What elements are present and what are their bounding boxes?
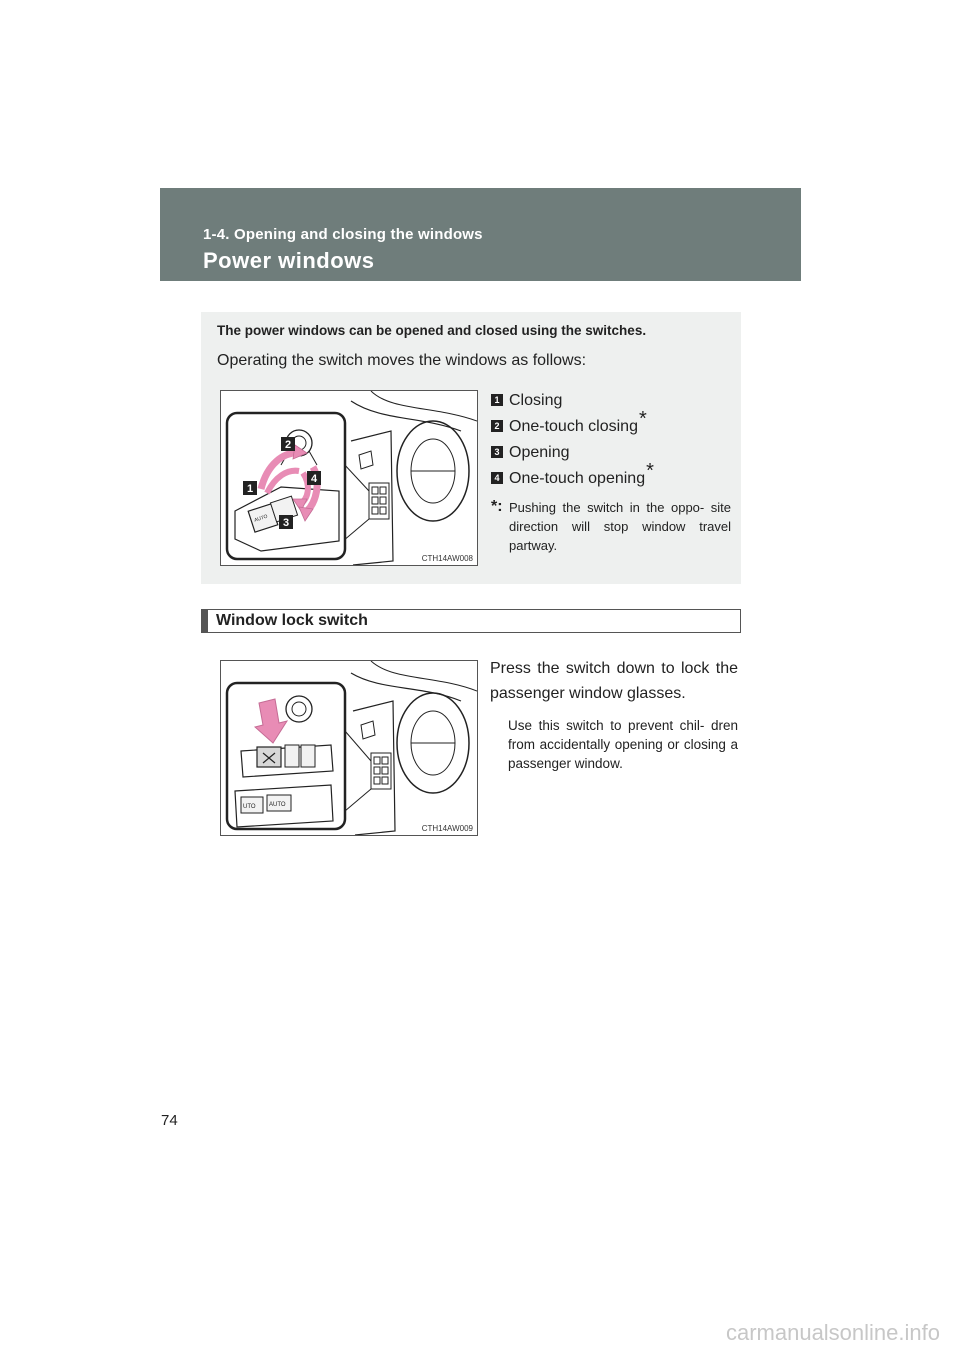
intro-summary: The power windows can be opened and closed using the switches. (217, 323, 647, 338)
step-list (491, 388, 731, 555)
window-lock-instruction: Press the switch down to lock the passenger window glasses. (490, 660, 738, 702)
intro-box (201, 312, 741, 584)
list-item (491, 408, 731, 440)
callout-1: 1 (247, 483, 254, 495)
step-number: 4 (491, 472, 503, 484)
step-label: Opening (509, 444, 570, 461)
figure-code: CTH14AW009 (421, 824, 473, 833)
window-switch-illustration (220, 390, 478, 566)
page-number: 74 (161, 1112, 178, 1129)
list-item (491, 460, 731, 492)
intro-lead: Operating the switch moves the windows as follows: (217, 352, 587, 369)
window-lock-note: Use this switch to prevent chil- dren from accidentally opening or closing a passenger window. (508, 718, 738, 771)
list-item (491, 440, 731, 466)
window-lock-title: Window lock switch (216, 612, 368, 629)
step-number: 1 (491, 394, 503, 406)
callout-3: 3 (283, 517, 290, 529)
footnote-mark: *: (491, 498, 503, 515)
window-switch-drawing (221, 391, 477, 565)
step-label: One-touch closing (509, 418, 638, 435)
list-item (491, 388, 731, 414)
footnote-star: * (638, 408, 647, 430)
step-label: One-touch opening (509, 470, 646, 487)
svg-text:AUTO: AUTO (253, 513, 269, 524)
step-number: 2 (491, 420, 503, 432)
window-lock-drawing (221, 661, 477, 835)
header-bar (202, 610, 208, 632)
footnote-star: * (646, 460, 654, 482)
footnote-text: Pushing the switch in the oppo- site direction will stop window travel partway. (509, 500, 731, 553)
chapter-header (160, 188, 801, 281)
footnote (491, 498, 731, 555)
section-label: 1-4. Opening and closing the windows (203, 226, 483, 243)
window-lock-text (490, 656, 738, 773)
page-title: Power windows (203, 248, 375, 273)
step-number: 3 (491, 446, 503, 458)
window-lock-header (201, 609, 741, 633)
step-label: Closing (509, 392, 563, 409)
callout-4: 4 (311, 473, 318, 485)
svg-text:AUTO: AUTO (269, 802, 286, 808)
figure-code: CTH14AW008 (421, 554, 473, 563)
callout-2: 2 (285, 439, 292, 451)
watermark: carmanualsonline.info (725, 1320, 940, 1345)
svg-text:UTO: UTO (243, 804, 256, 810)
window-lock-illustration (220, 660, 478, 836)
